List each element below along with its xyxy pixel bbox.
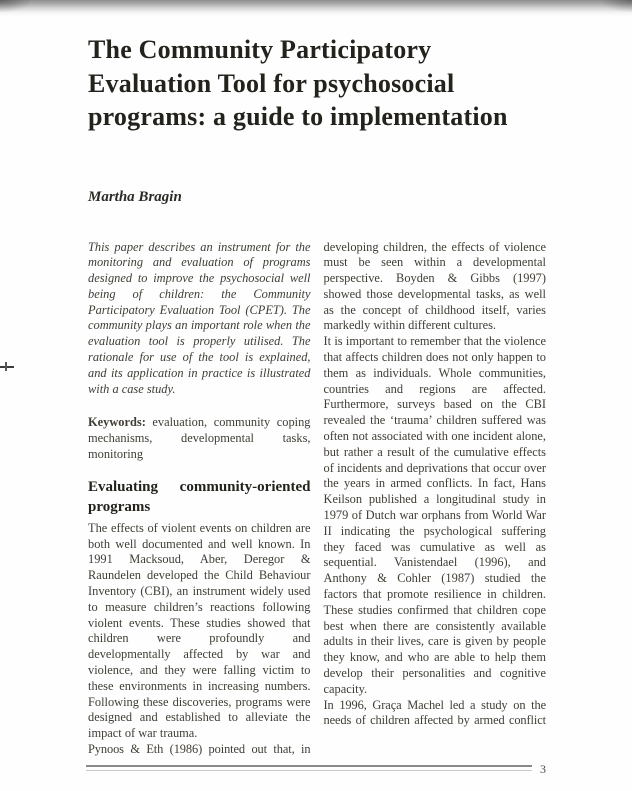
body-paragraph: developing children, the effects of violence must be seen within a developmental perspective. Boyden & Gibbs (1997) showed those developmental tasks, as well as the concept of childhood itself, varies markedly within different cultures. [323,239,546,333]
left-column [88,240,311,758]
section-heading: Evaluating community-oriented programs [88,478,311,516]
page-content [88,33,546,758]
abstract: This paper describes an instrument for the monitoring and evaluation of programs designed to improve the psychosocial well being of children: the Community Participatory Evaluation Tool (CPET). The community plays an important role when the evaluation tool is properly utilised. The rationale for use of the tool is explained, and its application in practice is illustrated with a case study. [88,239,311,396]
page-top-scan-shadow [0,0,632,16]
two-column-text [88,240,546,758]
scan-corner-shadow-left [0,0,30,12]
body-paragraph: In 1996, Graça Machel led a study on the needs of children affected by armed conflict [323,697,546,728]
scan-corner-shadow-right [602,0,632,12]
keywords-label: Keywords: [88,415,146,430]
author-name: Martha Bragin [88,188,182,205]
body-paragraph: Pynoos & Eth (1986) pointed out that, in [88,742,311,757]
body-paragraph: The effects of violent events on children are both well documented and well known. In 1991 Macksoud, Aber, Deregor & Raundelen developed the Child Behaviour Inventory (CBI), an instrument widely used to measure children’s reactions following violent events. These studies showed that children were profoundly and developmentally affected by war and violence, and they were falling victim to these environments in increasing numbers. Following these discoveries, programs were designed and established to alleviate the impact of war trauma. [88,520,311,741]
keywords-line [88,415,311,462]
footer-rule [86,765,532,771]
right-column [324,240,547,758]
crop-mark [0,362,14,371]
keywords-text: evaluation, community coping mechanisms, developmental tasks, monitoring [88,415,311,462]
page-number: 3 [540,762,546,776]
article-title: The Community Participatory Evaluation Tool for psychosocial programs: a guide to implementation [88,35,508,131]
body-paragraph: It is important to remember that the violence that affects children does not only happen to them as individuals. Whole communities, countries and regions are affected. Furthermore, surveys based on the CBI revealed the ‘trauma’ children suffered was often not associated with one incident alone, but rather a result of the cumulative effects of incidents and deprivations that occur over the years in armed conflicts. In fact, Hans Keilson published a longitudinal study in 1979 of Dutch war orphans from World War II indicating the psychological suffering they faced was cumulative as well as sequential. Vanistendael (1996), and Anthony & Cohler (1987) studied the factors that promote resilience in children. These studies confirmed that children cope best when there are consistently available adults in their lives, care is given by people they know, and who are able to help them develop their personalities and cognitive capacity. [323,334,546,696]
